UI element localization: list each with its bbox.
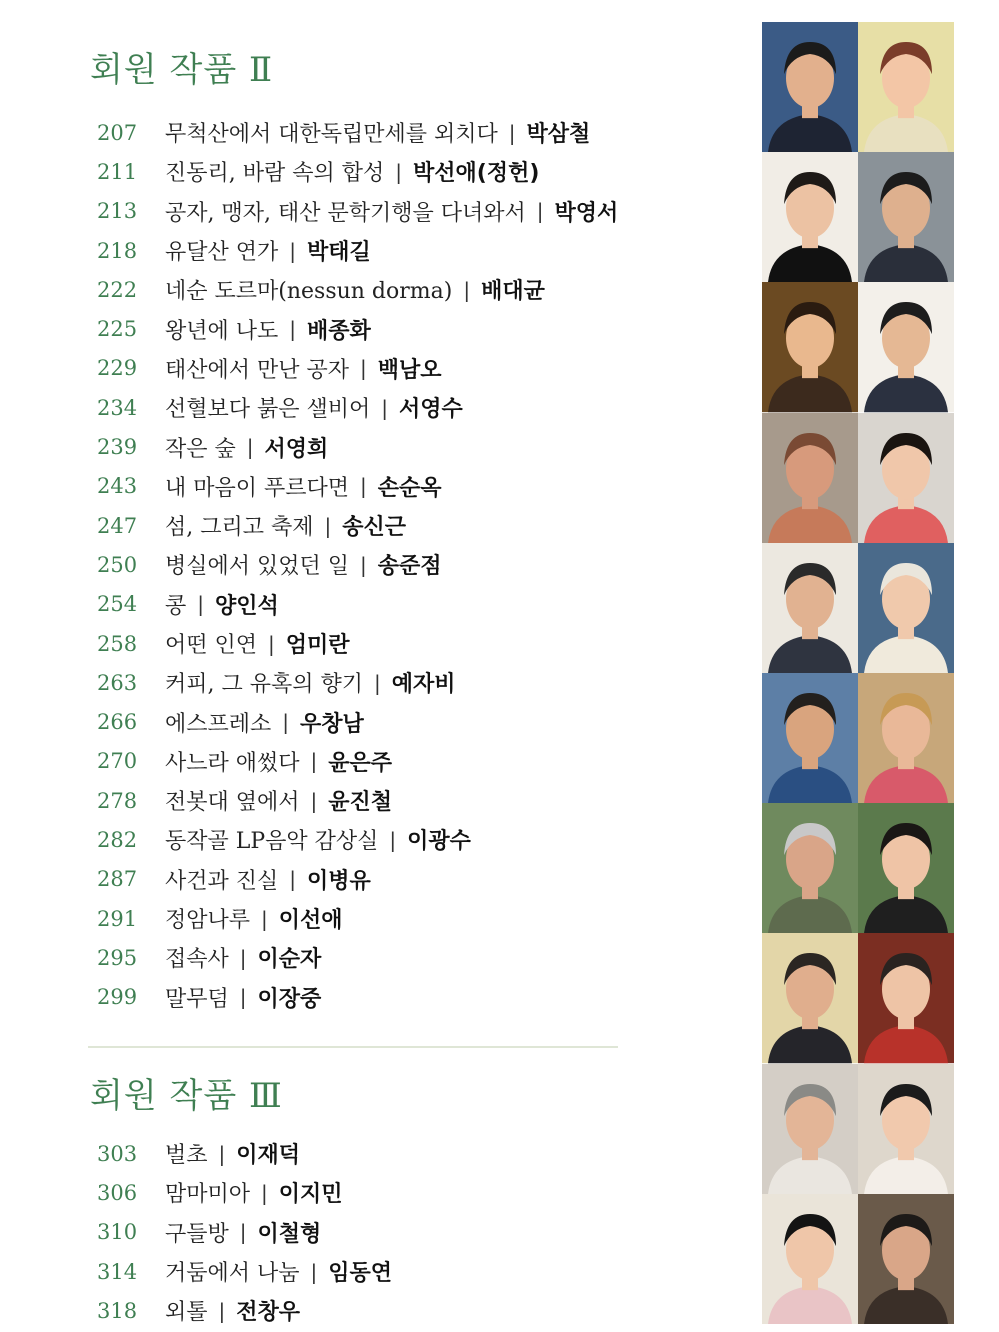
portrait-icon	[858, 152, 954, 282]
author-name: 송준점	[377, 554, 442, 580]
author-name: 손순옥	[377, 475, 442, 501]
separator: |	[360, 474, 367, 499]
section-ii-title: 회원 작품 Ⅱ	[90, 50, 274, 90]
entry-title: 태산에서 만난 공자	[165, 357, 350, 383]
entry-title: 정암나루	[165, 908, 251, 934]
separator: |	[360, 356, 367, 381]
toc-entry[interactable]	[97, 427, 618, 466]
entry-title: 접속사	[165, 947, 229, 973]
author-photo	[762, 22, 858, 152]
page-number: 282	[97, 827, 138, 852]
entry-title: 선혈보다 붉은 샐비어	[165, 397, 371, 423]
page-number: 258	[97, 631, 138, 656]
author-name: 서영수	[399, 397, 463, 423]
entry-title: 내 마음이 푸르다면	[165, 475, 350, 501]
entry-title: 왕년에 나도	[165, 318, 279, 344]
entry-title: 콩	[165, 593, 187, 619]
page-number: 278	[97, 788, 138, 813]
toc-entry[interactable]	[97, 270, 618, 309]
author-photo	[762, 673, 858, 803]
separator: |	[374, 670, 381, 695]
toc-entry[interactable]	[97, 899, 618, 938]
entry-title: 맘마미아	[165, 1182, 251, 1208]
page-number: 318	[97, 1298, 138, 1323]
toc-entry[interactable]	[97, 624, 618, 663]
author-photo	[762, 933, 858, 1063]
separator: |	[261, 1180, 268, 1205]
toc-entry[interactable]	[97, 702, 618, 741]
author-photo	[858, 282, 954, 412]
author-name: 이재덕	[236, 1143, 301, 1169]
entry-title: 진동리, 바람 속의 합성	[165, 161, 385, 187]
toc-section-iii	[97, 1134, 392, 1330]
portrait-icon	[858, 22, 954, 152]
page-number: 303	[97, 1141, 138, 1166]
page-number: 287	[97, 867, 138, 892]
author-name: 박선애(정헌)	[413, 161, 540, 187]
page-number: 239	[97, 435, 138, 460]
separator: |	[508, 120, 516, 145]
author-name: 이선애	[278, 908, 343, 934]
toc-entry[interactable]	[97, 231, 618, 270]
author-name: 윤진철	[328, 790, 393, 816]
portrait-icon	[762, 543, 858, 673]
entry-title: 벌초	[165, 1143, 208, 1169]
portrait-icon	[858, 413, 954, 543]
toc-entry[interactable]	[97, 1213, 392, 1252]
portrait-icon	[858, 543, 954, 673]
entry-title: 네순 도르마(nessun dorma)	[165, 279, 453, 305]
portrait-icon	[762, 152, 858, 282]
page-number: 243	[97, 474, 138, 499]
separator: |	[268, 631, 275, 656]
author-name: 백남오	[377, 357, 442, 383]
entry-title: 거둠에서 나눔	[165, 1261, 300, 1287]
author-name: 이병유	[307, 868, 371, 894]
toc-entry[interactable]	[97, 1134, 392, 1173]
page-number: 314	[97, 1259, 138, 1284]
toc-entry[interactable]	[97, 742, 618, 781]
page-number: 295	[97, 945, 138, 970]
toc-entry[interactable]	[97, 545, 618, 584]
portrait-icon	[858, 673, 954, 803]
toc-entry[interactable]	[97, 1173, 392, 1212]
toc-entry[interactable]	[97, 860, 618, 899]
entry-title: 병실에서 있었던 일	[165, 554, 350, 580]
page-number: 222	[97, 277, 138, 302]
author-name: 송신근	[342, 515, 407, 541]
author-name: 양인석	[215, 593, 279, 619]
author-photo	[762, 1194, 858, 1324]
toc-entry[interactable]	[97, 506, 618, 545]
entry-title: 어떤 인연	[165, 633, 258, 658]
toc-entry[interactable]	[97, 113, 618, 152]
separator: |	[218, 1298, 226, 1323]
portrait-icon	[858, 933, 954, 1063]
section-divider	[88, 1046, 618, 1048]
portrait-icon	[762, 1194, 858, 1324]
author-name: 박태길	[307, 240, 371, 266]
author-name: 배대균	[481, 279, 545, 305]
toc-entry[interactable]	[97, 467, 618, 506]
portrait-icon	[762, 413, 858, 543]
toc-entry[interactable]	[97, 349, 618, 388]
portrait-icon	[762, 803, 858, 933]
author-name: 이장중	[257, 986, 322, 1012]
separator: |	[289, 317, 297, 342]
author-name: 엄미란	[285, 633, 350, 658]
entry-title: 작은 숲	[165, 436, 236, 462]
separator: |	[289, 867, 297, 892]
separator: |	[246, 435, 254, 460]
portrait-icon	[858, 282, 954, 412]
toc-entry[interactable]	[97, 978, 618, 1017]
toc-entry[interactable]	[97, 820, 618, 859]
entry-title: 외톨	[165, 1300, 208, 1326]
author-name: 박영서	[554, 200, 619, 226]
page-number: 254	[97, 592, 138, 617]
page-number: 207	[97, 120, 138, 145]
author-photo	[762, 803, 858, 933]
author-photo-grid	[762, 22, 954, 1324]
separator: |	[261, 906, 268, 931]
author-name: 이지민	[278, 1182, 343, 1208]
author-name: 배종화	[307, 318, 371, 344]
separator: |	[239, 945, 247, 970]
page-number: 225	[97, 317, 138, 342]
author-name: 이순자	[257, 947, 322, 973]
toc-entry[interactable]	[97, 192, 618, 231]
entry-title: 사건과 진실	[165, 868, 279, 894]
separator: |	[381, 395, 389, 420]
entry-title: 공자, 맹자, 태산 문학기행을 다녀와서	[165, 200, 526, 226]
page-number: 291	[97, 906, 138, 931]
entry-title: 무척산에서 대한독립만세를 외치다	[165, 122, 498, 148]
portrait-icon	[762, 22, 858, 152]
page-number: 211	[97, 159, 138, 184]
separator: |	[310, 788, 318, 813]
toc-entry[interactable]	[97, 663, 618, 702]
page-number: 247	[97, 513, 138, 538]
entry-title: 사느라 애썼다	[165, 750, 300, 776]
portrait-icon	[858, 1194, 954, 1324]
separator: |	[310, 749, 318, 774]
page-number: 229	[97, 356, 138, 381]
author-name: 임동연	[328, 1261, 393, 1287]
separator: |	[239, 985, 247, 1010]
author-name: 이광수	[407, 829, 471, 855]
author-name: 우창남	[300, 711, 364, 737]
author-photo	[858, 152, 954, 282]
page-number: 218	[97, 238, 138, 263]
page-number: 213	[97, 199, 138, 224]
separator: |	[463, 277, 471, 302]
author-name: 서영희	[264, 436, 329, 462]
author-photo	[858, 803, 954, 933]
page-number: 234	[97, 395, 138, 420]
toc-entry[interactable]	[97, 1252, 392, 1291]
entry-title: 유달산 연가	[165, 240, 279, 266]
portrait-icon	[762, 673, 858, 803]
author-name: 이철형	[257, 1221, 322, 1247]
author-photo	[762, 282, 858, 412]
toc-entry[interactable]	[97, 388, 618, 427]
separator: |	[218, 1141, 226, 1166]
separator: |	[395, 159, 402, 184]
separator: |	[324, 513, 332, 538]
toc-entry[interactable]	[97, 309, 618, 348]
author-name: 박삼철	[526, 122, 591, 148]
author-photo	[762, 1064, 858, 1194]
author-photo	[858, 543, 954, 673]
entry-title: 에스프레소	[165, 711, 272, 737]
separator: |	[389, 827, 397, 852]
entry-title: 동작골 LP음악 감상실	[165, 829, 379, 855]
portrait-icon	[762, 1064, 858, 1194]
author-photo	[858, 413, 954, 543]
section-iii-title: 회원 작품 Ⅲ	[90, 1076, 283, 1116]
author-photo	[762, 413, 858, 543]
entry-title: 전봇대 옆에서	[165, 790, 300, 816]
author-photo	[762, 152, 858, 282]
portrait-icon	[858, 1064, 954, 1194]
separator: |	[197, 592, 205, 617]
toc-entry[interactable]	[97, 781, 618, 820]
separator: |	[239, 1220, 247, 1245]
portrait-icon	[858, 803, 954, 933]
page-number: 250	[97, 552, 138, 577]
author-photo	[762, 543, 858, 673]
portrait-icon	[762, 933, 858, 1063]
page-number: 263	[97, 670, 138, 695]
separator: |	[282, 710, 290, 735]
page-number: 299	[97, 985, 138, 1010]
author-photo	[858, 933, 954, 1063]
page-number: 270	[97, 749, 138, 774]
separator: |	[360, 552, 367, 577]
toc-section-ii	[97, 113, 618, 1017]
author-photo	[858, 673, 954, 803]
entry-title: 말무덤	[165, 986, 229, 1012]
entry-title: 구들방	[165, 1221, 229, 1247]
author-name: 예자비	[391, 672, 456, 698]
page-number: 306	[97, 1180, 138, 1205]
entry-title: 섬, 그리고 축제	[165, 515, 314, 541]
separator: |	[310, 1259, 318, 1284]
toc-entry[interactable]	[97, 152, 618, 191]
author-photo	[858, 1064, 954, 1194]
separator: |	[536, 199, 544, 224]
portrait-icon	[762, 282, 858, 412]
page-number: 310	[97, 1220, 138, 1245]
page-number: 266	[97, 710, 138, 735]
author-photo	[858, 1194, 954, 1324]
toc-entry[interactable]	[97, 938, 618, 977]
separator: |	[289, 238, 297, 263]
author-name: 전창우	[236, 1300, 301, 1326]
toc-entry[interactable]	[97, 585, 618, 624]
entry-title: 커피, 그 유혹의 향기	[165, 672, 363, 698]
author-photo	[858, 22, 954, 152]
toc-entry[interactable]	[97, 1291, 392, 1330]
author-name: 윤은주	[328, 750, 393, 776]
